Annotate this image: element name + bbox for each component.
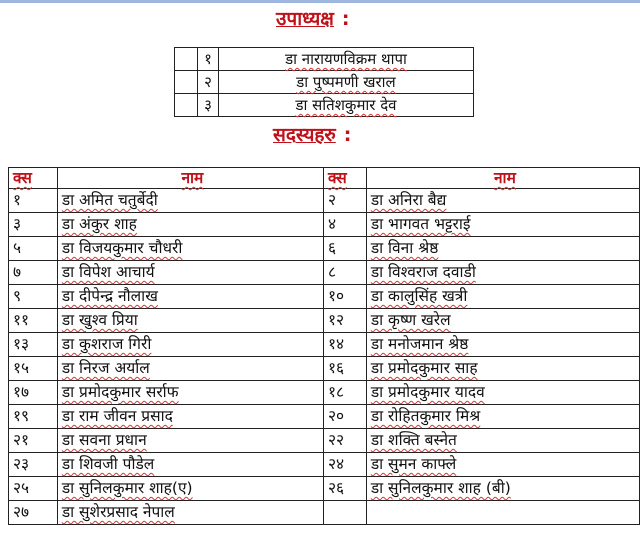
member-number-right: १०: [323, 285, 366, 309]
member-name-right: डा अनिरा बैद्य: [366, 189, 639, 213]
member-name-left: डा सवना प्रधान: [57, 429, 323, 453]
member-row: [9, 405, 640, 429]
member-name-left: डा शिवजी पौडेल: [57, 453, 323, 477]
member-name-right: डा मनोजमान श्रेष्ठ: [366, 333, 639, 357]
header-name-1: नाम: [57, 168, 323, 189]
member-name-right: डा कृष्ण खरेल: [366, 309, 639, 333]
members-heading-text: सदस्यहरु: [273, 124, 336, 146]
members-table: [8, 167, 640, 525]
member-row: [9, 189, 640, 213]
member-name-right: डा सुनिलकुमार शाह (बी): [366, 477, 639, 501]
member-row: [9, 381, 640, 405]
vice-chair-row: [175, 94, 474, 117]
member-name-right: डा भागवत भट्टराई: [366, 213, 639, 237]
member-number-left: १३: [9, 333, 58, 357]
member-number-right: ४: [323, 213, 366, 237]
member-number-left: १: [9, 189, 58, 213]
member-number-left: ५: [9, 237, 58, 261]
member-name-left: डा अंकुर शाह: [57, 213, 323, 237]
member-row: [9, 333, 640, 357]
top-border-line: [0, 0, 640, 3]
member-number-right: १६: [323, 357, 366, 381]
members-header-row: [9, 168, 640, 189]
vice-chair-row: [175, 71, 474, 94]
member-name-left: डा खुश्व प्रिया: [57, 309, 323, 333]
member-number-left: १५: [9, 357, 58, 381]
member-number-right: ६: [323, 237, 366, 261]
vice-row-name: डा नारायणविक्रम थापा: [219, 48, 474, 71]
member-row: [9, 285, 640, 309]
member-number-right: १२: [323, 309, 366, 333]
member-name-right: डा कालुसिंह खत्री: [366, 285, 639, 309]
member-name-left: डा अमित चतुर्बेदी: [57, 189, 323, 213]
member-number-left: २१: [9, 429, 58, 453]
member-row: [9, 309, 640, 333]
member-number-left: ९: [9, 285, 58, 309]
member-number-left: २७: [9, 501, 58, 525]
member-row: [9, 357, 640, 381]
member-number-right: १४: [323, 333, 366, 357]
member-name-left: डा विपेश आचार्य: [57, 261, 323, 285]
member-name-left: डा राम जीवन प्रसाद: [57, 405, 323, 429]
member-number-right: ८: [323, 261, 366, 285]
members-heading: [273, 124, 351, 146]
member-row: [9, 501, 640, 525]
vice-chairs-heading-text: उपाध्यक्ष: [276, 8, 334, 30]
member-number-right: १८: [323, 381, 366, 405]
vice-row-number: २: [198, 71, 219, 94]
vice-row-name: डा पुष्पमणी खराल: [219, 71, 474, 94]
member-number-left: ११: [9, 309, 58, 333]
member-name-left: डा विजयकुमार चौधरी: [57, 237, 323, 261]
vice-row-name: डा सतिशकुमार देव: [219, 94, 474, 117]
member-name-left: डा कुशराज गिरी: [57, 333, 323, 357]
member-row: [9, 213, 640, 237]
member-name-right: [366, 501, 639, 525]
member-name-right: डा प्रमोदकुमार साह: [366, 357, 639, 381]
member-name-left: डा निरज अर्याल: [57, 357, 323, 381]
vice-row-margin: [175, 48, 198, 71]
header-name-2: नाम: [366, 168, 639, 189]
member-name-left: डा सुनिलकुमार शाह(ए): [57, 477, 323, 501]
member-number-right: २२: [323, 429, 366, 453]
member-name-right: डा प्रमोदकुमार यादव: [366, 381, 639, 405]
member-name-left: डा प्रमोदकुमार सर्राफ: [57, 381, 323, 405]
vice-chair-row: [175, 48, 474, 71]
member-number-left: २३: [9, 453, 58, 477]
member-number-left: ७: [9, 261, 58, 285]
vice-row-margin: [175, 71, 198, 94]
member-row: [9, 261, 640, 285]
member-row: [9, 237, 640, 261]
member-row: [9, 477, 640, 501]
member-number-left: १७: [9, 381, 58, 405]
member-name-right: डा रोहितकुमार मिश्र: [366, 405, 639, 429]
vice-row-margin: [175, 94, 198, 117]
member-number-right: २६: [323, 477, 366, 501]
member-name-left: डा दीपेन्द्र नौलाख: [57, 285, 323, 309]
member-number-right: २४: [323, 453, 366, 477]
member-number-right: [323, 501, 366, 525]
vice-row-number: ३: [198, 94, 219, 117]
member-name-left: डा सुशेरप्रसाद नेपाल: [57, 501, 323, 525]
member-name-right: डा शक्ति बस्नेत: [366, 429, 639, 453]
vice-chairs-heading: [276, 8, 350, 30]
member-name-right: डा सुमन काफ्ले: [366, 453, 639, 477]
member-row: [9, 429, 640, 453]
vice-chairs-heading-colon: :: [341, 8, 350, 30]
member-name-right: डा विश्वराज दवाडी: [366, 261, 639, 285]
vice-chairs-table: [174, 47, 474, 117]
header-sn-2: क्स: [323, 168, 366, 189]
vice-row-number: १: [198, 48, 219, 71]
member-number-right: २०: [323, 405, 366, 429]
member-number-left: १९: [9, 405, 58, 429]
member-number-left: ३: [9, 213, 58, 237]
member-number-right: २: [323, 189, 366, 213]
members-heading-colon: :: [343, 124, 352, 146]
member-row: [9, 453, 640, 477]
member-name-right: डा विना श्रेष्ठ: [366, 237, 639, 261]
header-sn-1: क्स: [9, 168, 58, 189]
member-number-left: २५: [9, 477, 58, 501]
